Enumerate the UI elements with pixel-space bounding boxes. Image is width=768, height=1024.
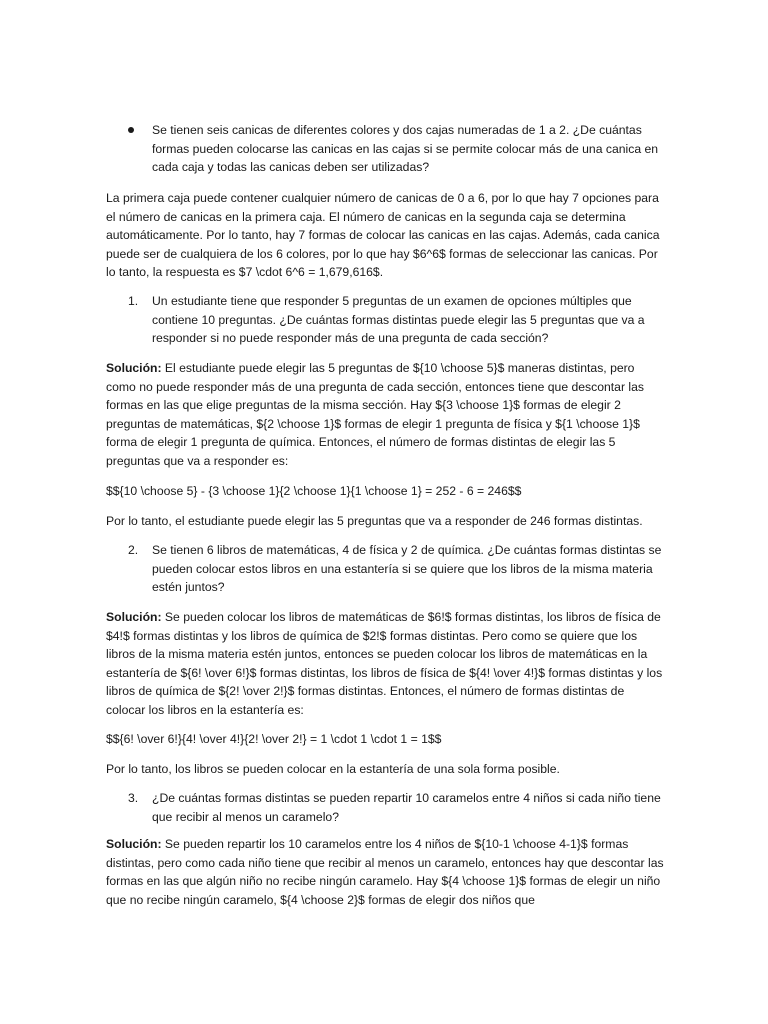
- solution-label: Solución:: [106, 610, 162, 624]
- solution-text: Se pueden repartir los 10 caramelos entre los 4 niños de ${10-1 \choose 4-1}$ formas distintas, pero como cada niño tiene que recibir al menos un caramelo, entonces hay que descontar las formas en las que algún niño no recibe ningún caramelo. Hay ${4 \choose 1}$ formas de elegir un niño que no recibe ningún caramelo, ${4 \choose 2}$ formas de elegir dos niños que: [106, 837, 664, 907]
- intro-answer: La primera caja puede contener cualquier número de canicas de 0 a 6, por lo que hay 7 opciones para el número de canicas en la primera caja. El número de canicas en la segunda caja se determina automáticamente. Por lo tanto, hay 7 formas de colocar las canicas en las cajas. Además, cada canica puede ser de cualquiera de los 6 colores, por lo que hay $6^6$ formas de seleccionar las canicas. Por lo tanto, la respuesta es $7 \cdot 6^6 = 1,679,616$.: [106, 191, 660, 279]
- problem-1-solution: [106, 359, 666, 470]
- problem-2-solution: [106, 608, 666, 719]
- problem-1-formula: $${10 \choose 5} - {3 \choose 1}{2 \choose 1}{1 \choose 1} = 252 - 6 = 246$$: [106, 484, 522, 498]
- problem-3-question: ¿De cuántas formas distintas se pueden repartir 10 caramelos entre 4 niños si cada niño tiene que recibir al menos un caramelo?: [152, 791, 661, 824]
- problem-2-question: Se tienen 6 libros de matemáticas, 4 de física y 2 de química. ¿De cuántas formas distintas se pueden colocar estos libros en una estantería si se quiere que los libros de la misma materia estén juntos?: [152, 543, 662, 594]
- bullet-text: Se tienen seis canicas de diferentes colores y dos cajas numeradas de 1 a 2. ¿De cuántas formas pueden colocarse las canicas en las cajas si se permite colocar más de una canica en cada caja y todas las canicas deben ser utilizadas?: [152, 123, 659, 174]
- problem-1-number: 1.: [128, 294, 139, 308]
- problem-1-question: Un estudiante tiene que responder 5 preguntas de un examen de opciones múltiples que contiene 10 preguntas. ¿De cuántas formas distintas puede elegir las 5 preguntas que va a responder si no puede responder más de una pregunta de cada sección?: [152, 294, 645, 345]
- solution-text: El estudiante puede elegir las 5 preguntas de ${10 \choose 5}$ maneras distintas, pero como no puede responder más de una pregunta de cada sección, entonces tiene que descontar las formas en las que elige preguntas de la misma sección. Hay ${3 \choose 1}$ formas de elegir 2 preguntas de matemáticas, ${2 \choose 1}$ formas de elegir 1 pregunta de física y ${1 \choose 1}$ forma de elegir 1 pregunta de química. Entonces, el número de formas distintas de elegir las 5 preguntas que va a responder es:: [106, 361, 644, 468]
- solution-label: Solución:: [106, 837, 162, 851]
- problem-3-solution: [106, 835, 666, 909]
- bullet-marker: [128, 121, 134, 140]
- problem-2-number: 2.: [128, 543, 139, 557]
- solution-label: Solución:: [106, 361, 162, 375]
- problem-3-number: 3.: [128, 791, 139, 805]
- solution-text: Se pueden colocar los libros de matemáticas de $6!$ formas distintas, los libros de física de $4!$ formas distintas y los libros de química de $2!$ formas distintas. Pero como se quiere que los libros de la misma materia estén juntos, entonces se pueden colocar los libros de matemáticas en la estantería de ${6! \over 6!}$ formas distintas, los libros de física de ${4! \over 4!}$ formas distintas y los libros de química de ${2! \over 2!}$ formas distintas. Entonces, el número de formas distintas de colocar los libros en la estantería es:: [106, 610, 663, 717]
- problem-2-formula: $${6! \over 6!}{4! \over 4!}{2! \over 2!} = 1 \cdot 1 \cdot 1 = 1$$: [106, 732, 442, 746]
- problem-1-conclusion: Por lo tanto, el estudiante puede elegir las 5 preguntas que va a responder de 246 formas distintas.: [106, 514, 643, 528]
- problem-2-conclusion: Por lo tanto, los libros se pueden colocar en la estantería de una sola forma posible.: [106, 762, 560, 776]
